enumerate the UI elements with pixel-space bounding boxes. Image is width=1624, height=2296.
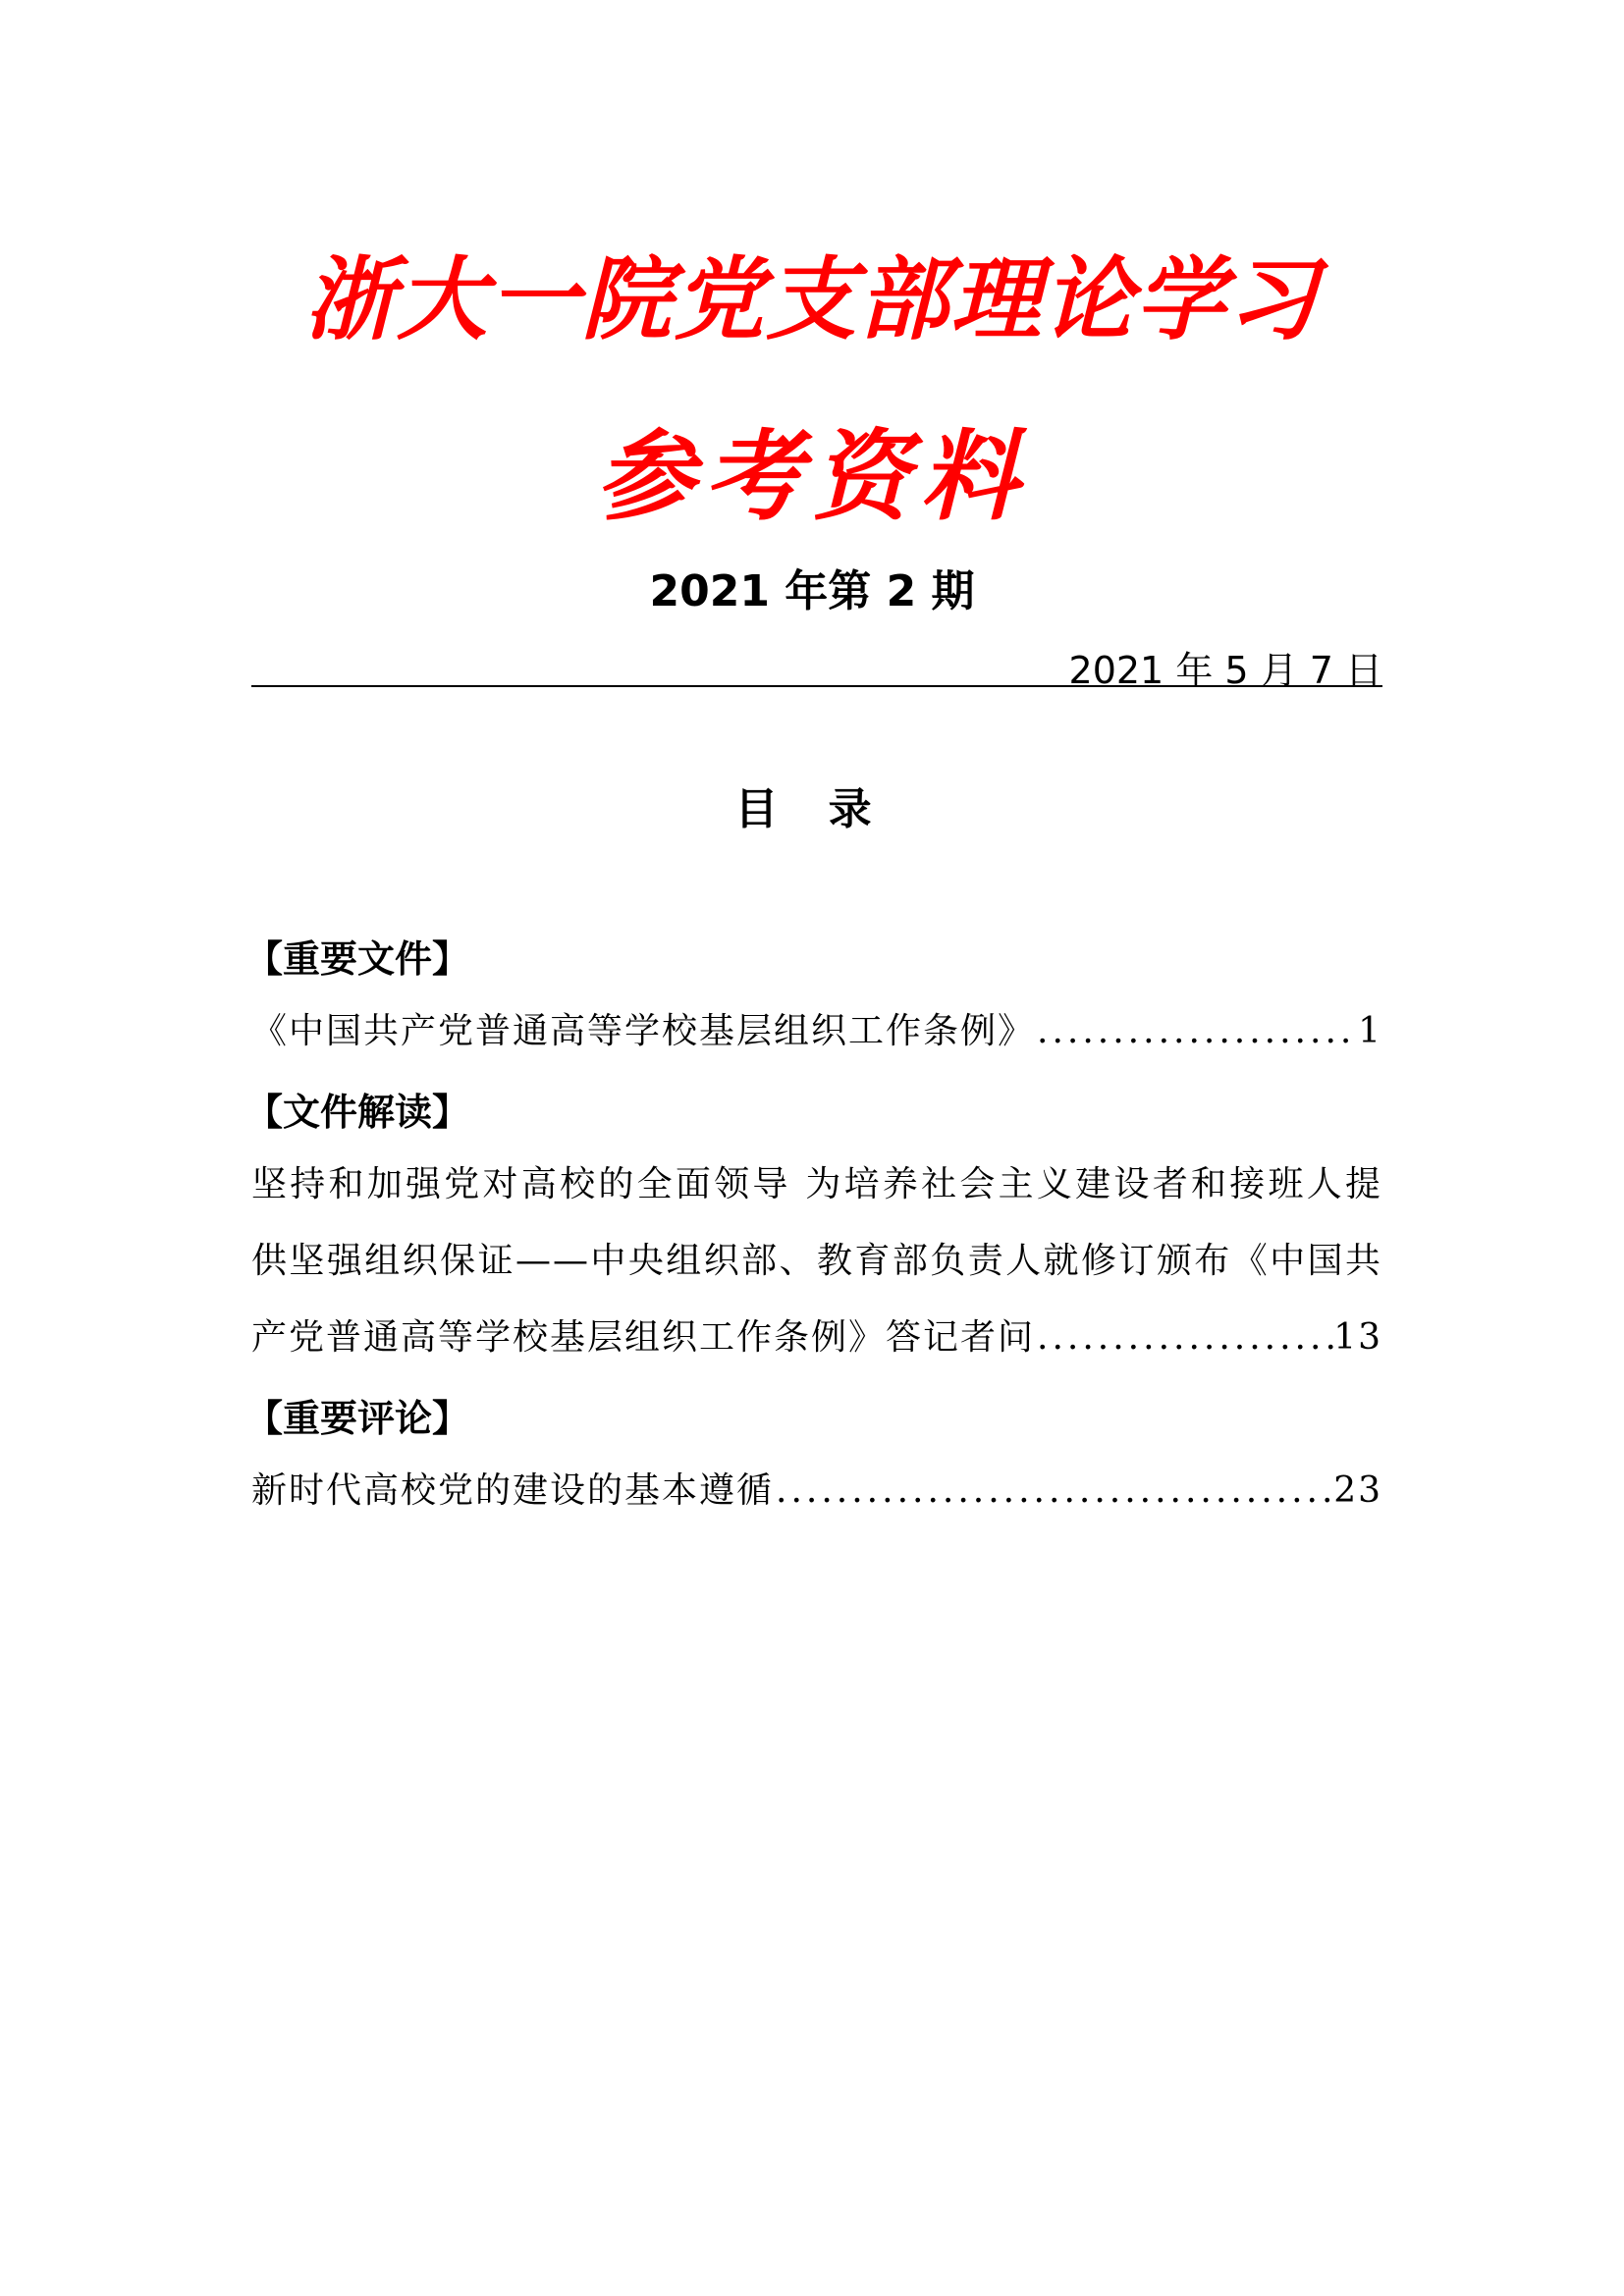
toc-leader-dots xyxy=(1035,1300,1333,1376)
toc-section-label-important-documents: 【重要文件】 xyxy=(245,937,470,981)
toc-entry-title: 新时代高校党的建设的基本遵循 xyxy=(251,1470,775,1511)
toc-leader-dots xyxy=(1035,993,1358,1070)
toc-section-label-important-commentary: 【重要评论】 xyxy=(245,1397,470,1440)
publication-date: 2021 年 5 月 7 日 xyxy=(1068,649,1382,692)
toc-entry-1[interactable] xyxy=(251,993,1382,1070)
document-title-line-1: 浙大一院党支部理论学习 xyxy=(303,246,1320,352)
document-title-line-2: 参考资料 xyxy=(596,418,1028,534)
toc-heading: 目 录 xyxy=(734,784,890,834)
toc-page-number: 1 xyxy=(1358,1011,1382,1051)
issue-number: 2021 年第 2 期 xyxy=(649,566,975,616)
toc-page-number: 13 xyxy=(1333,1317,1382,1358)
toc-entry-title-line-1: 坚持和加强党对高校的全面领导 为培养社会主义建设者和接班人提 xyxy=(251,1164,1382,1204)
toc-entry-2[interactable] xyxy=(251,1147,1382,1376)
toc-entry-3[interactable] xyxy=(251,1453,1382,1529)
toc-section-label-document-interpretation: 【文件解读】 xyxy=(245,1091,470,1134)
toc-leader-dots xyxy=(774,1453,1333,1529)
header-divider xyxy=(251,685,1382,687)
toc-entry-title-line-2: 供坚强组织保证——中央组织部、教育部负责人就修订颁布《中国共 xyxy=(251,1241,1382,1281)
toc-entry-title: 《中国共产党普通高等学校基层组织工作条例》 xyxy=(251,1011,1036,1051)
toc-page-number: 23 xyxy=(1333,1470,1382,1511)
toc-entry-title-line-3: 产党普通高等学校基层组织工作条例》答记者问 xyxy=(251,1317,1036,1358)
